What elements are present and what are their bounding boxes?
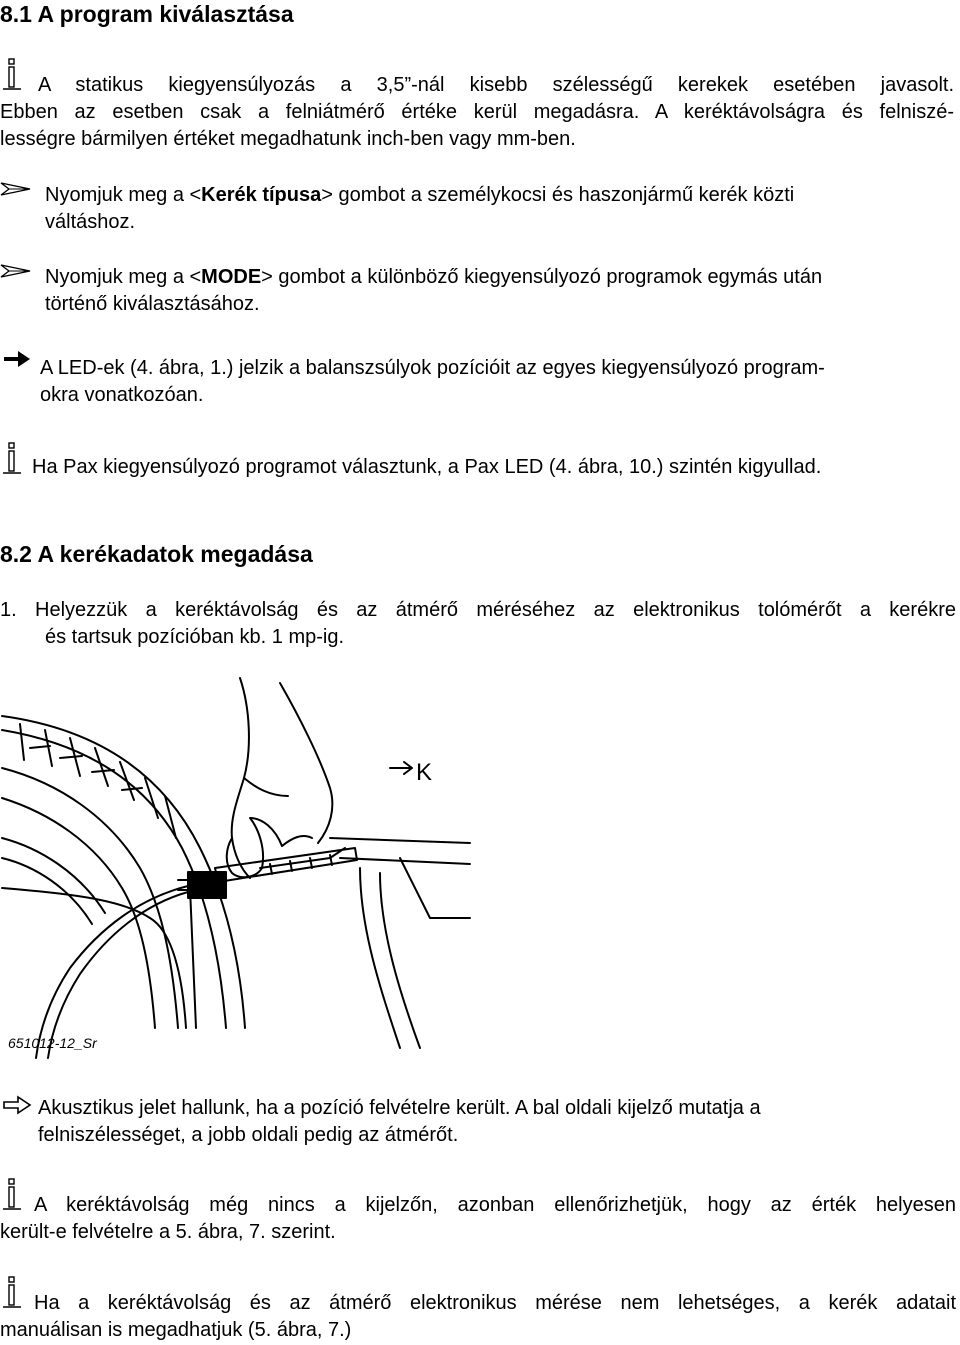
section-heading-8-2: 8.2 A kerékadatok megadása <box>0 541 313 567</box>
result-acoustic-line1: Akusztikus jelet hallunk, ha a pozíció felvételre került. A bal oldali kijelző mutatja a <box>38 1097 761 1119</box>
pointer-hand-icon <box>0 262 32 280</box>
step-wheel-type: Nyomjuk meg a <Kerék típusa> gombot a személykocsi és haszonjármű kerék közti <box>45 184 795 206</box>
result-acoustic-line2: felniszélességet, a jobb oldali pedig az átmérőt. <box>38 1124 459 1146</box>
pointer-hand-icon <box>0 180 32 198</box>
step-mode: Nyomjuk meg a <MODE> gombot a különböző kiegyensúlyozó programok egymás után <box>45 266 823 288</box>
section-heading-8-1: 8.1 A program kiválasztása <box>0 1 294 27</box>
note-pax: Ha Pax kiegyensúlyozó programot választunk, a Pax LED (4. ábra, 10.) szintén kigyullad. <box>32 456 822 478</box>
info-icon <box>2 1276 22 1310</box>
caliper-illustration <box>0 668 480 1068</box>
step-mode-line2: történő kiválasztásához. <box>45 293 260 315</box>
mode-key: MODE <box>201 266 262 288</box>
result-led-line2: okra vonatkozóan. <box>40 384 204 406</box>
result-led-line1: A LED-ek (4. ábra, 1.) jelzik a balanszsúlyok pozícióit az egyes kiegyensúlyozó program- <box>40 357 825 379</box>
info-icon <box>2 1178 22 1212</box>
step-wheel-type-line2: váltáshoz. <box>45 211 136 233</box>
info-icon <box>2 58 22 92</box>
wheel-type-key: Kerék típusa <box>201 184 322 206</box>
figure-caption: 651012-12_Sr <box>8 1035 97 1051</box>
step-place-caliper-line2: és tartsuk pozícióban kb. 1 mp-ig. <box>45 626 345 648</box>
outline-arrow-icon <box>2 1094 32 1116</box>
note-static-balancing-line3: lességre bármilyen értéket megadhatunk inch-ben vagy mm-ben. <box>0 128 576 150</box>
step-place-caliper-line1: 1. Helyezzük a keréktávolság és az átmérő méréséhez az elektronikus tolómérőt a kerékre <box>0 599 956 621</box>
note-static-balancing-line2: Ebben az esetben csak a felniátmérő értéke kerül megadásra. A keréktávolságra és felniszé- <box>0 101 954 123</box>
bold-arrow-icon <box>2 348 32 370</box>
note-manual-entry-line1: Ha a keréktávolság és az átmérő elektronikus mérése nem lehetséges, a kerék adatait <box>34 1292 956 1314</box>
note-rim-distance-line1: A keréktávolság még nincs a kijelzőn, azonban ellenőrizhetjük, hogy az érték helyesen <box>34 1194 956 1216</box>
note-static-balancing-line1: A statikus kiegyensúlyozás a 3,5”-nál kisebb szélességű kerekek esetében javasolt. <box>38 74 954 96</box>
info-icon <box>2 442 22 476</box>
note-rim-distance-line2: került-e felvételre a 5. ábra, 7. szerint. <box>0 1221 336 1243</box>
figure-caliper-on-wheel <box>0 668 480 1068</box>
figure-label-k: K <box>416 759 433 786</box>
note-manual-entry-line2: manuálisan is megadhatjuk (5. ábra, 7.) <box>0 1319 352 1341</box>
